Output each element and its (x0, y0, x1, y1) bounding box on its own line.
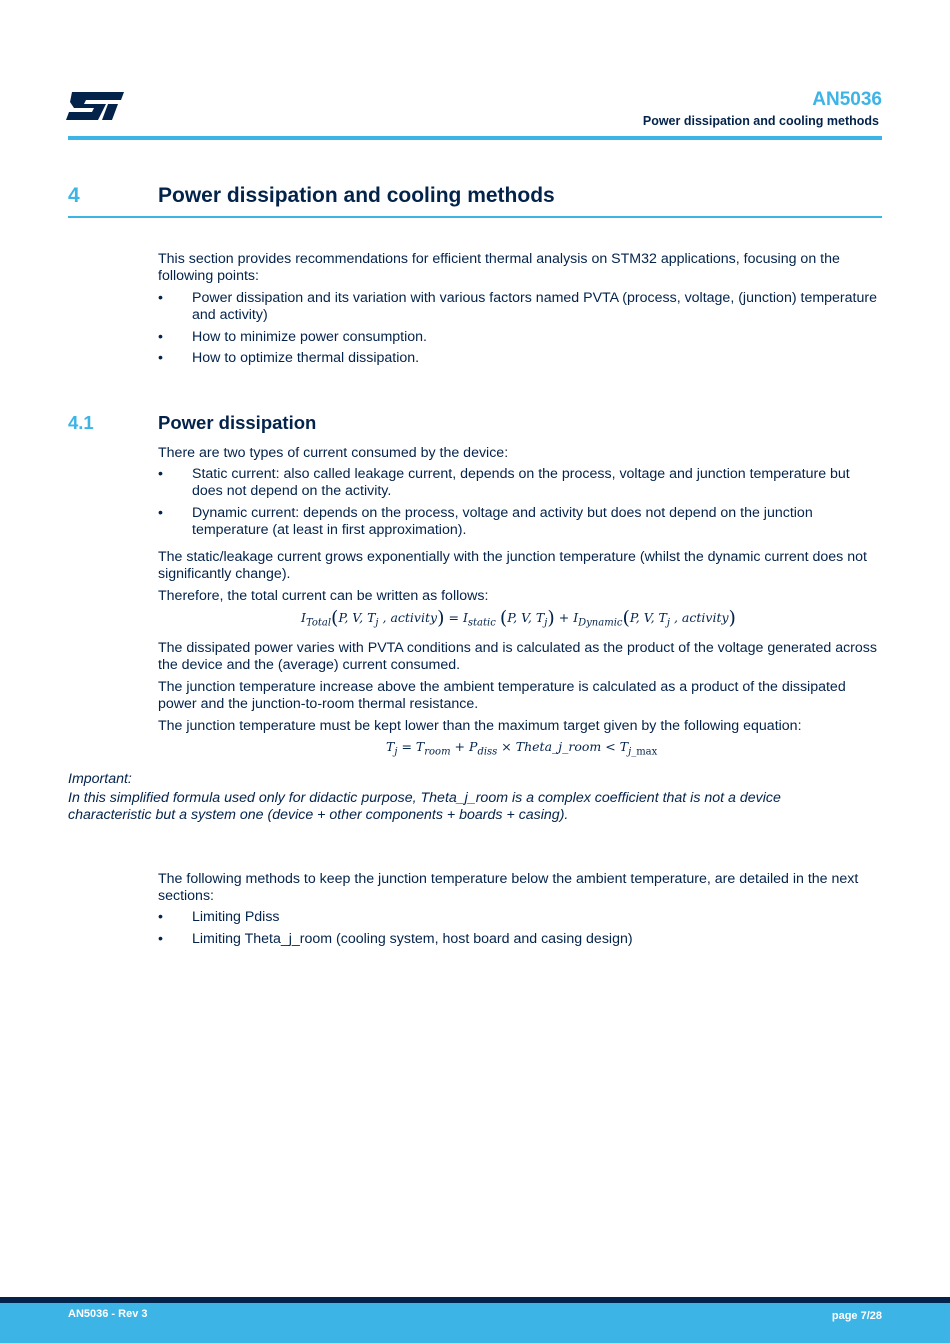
document-id: AN5036 (812, 89, 882, 110)
bullet-icon: • (158, 931, 163, 947)
paragraph: The dissipated power varies with PVTA conditions and is calculated as the product of the voltage generated across the device and the (average) current consumed. (158, 640, 877, 673)
header-divider (68, 136, 882, 140)
bullet-icon: • (158, 466, 163, 482)
bullet-icon: • (158, 329, 163, 345)
list-item-text: Limiting Pdiss (192, 909, 280, 925)
important-note: In this simplified formula used only for didactic purpose, Theta_j_room is a complex coefficient that is not a device characteristic but a system one (device + other components + boards + casing). (68, 790, 781, 823)
paragraph: Therefore, the total current can be written as follows: (158, 588, 489, 604)
subsection-title: Power dissipation (158, 412, 317, 433)
junction-temperature-equation: $T_j = T_{room} + P_{diss}$ × Theta_j_room < $T_{j\_max}$ (386, 739, 658, 758)
subsection-intro: There are two types of current consumed by the device: (158, 445, 509, 461)
section-number: 4 (68, 184, 80, 207)
bullet-icon: • (158, 350, 163, 366)
header-title: Power dissipation and cooling methods (642, 114, 879, 128)
list-item-text: How to minimize power consumption. (192, 329, 427, 345)
total-current-equation: $I_{Total}(P$, V, $T_j$ , activity) = $I_{static}$ (P, V, $T_j) + I_{Dynamic}(P$, V, $T_j$ , activity) (301, 607, 736, 629)
paragraph: The following methods to keep the junction temperature below the ambient temperature, are detailed in the next sections: (158, 871, 859, 904)
section-intro: This section provides recommendations for efficient thermal analysis on STM32 applications, focusing on the following points: (158, 251, 840, 284)
list-item-text: Limiting Theta_j_room (cooling system, host board and casing design) (192, 931, 633, 947)
paragraph: The static/leakage current grows exponentially with the junction temperature (whilst the dynamic current does not significantly change). (158, 549, 867, 582)
footer-revision: AN5036 - Rev 3 (68, 1308, 148, 1320)
paragraph: The junction temperature increase above the ambient temperature is calculated as a product of the dissipated power and the junction-to-room thermal resistance. (158, 679, 846, 712)
bullet-icon: • (158, 909, 163, 925)
section-title: Power dissipation and cooling methods (158, 184, 555, 207)
st-logo-icon (66, 88, 124, 124)
bullet-icon: • (158, 290, 163, 306)
list-item-text: Dynamic current: depends on the process, voltage and activity but does not depend on the junction temperature (at least in first approximation). (192, 505, 813, 538)
page-number: page 7/28 (831, 1310, 882, 1322)
list-item-text: Static current: also called leakage current, depends on the process, voltage and junction temperature but does not depend on the activity. (192, 466, 850, 499)
important-label: Important: (68, 771, 132, 787)
subsection-number: 4.1 (68, 412, 94, 433)
paragraph: The junction temperature must be kept lower than the maximum target given by the following equation: (158, 718, 802, 734)
bullet-icon: • (158, 505, 163, 521)
section-divider (68, 216, 882, 218)
list-item-text: Power dissipation and its variation with various factors named PVTA (process, voltage, (junction) temperature and activity) (192, 290, 877, 323)
list-item-text: How to optimize thermal dissipation. (192, 350, 420, 366)
